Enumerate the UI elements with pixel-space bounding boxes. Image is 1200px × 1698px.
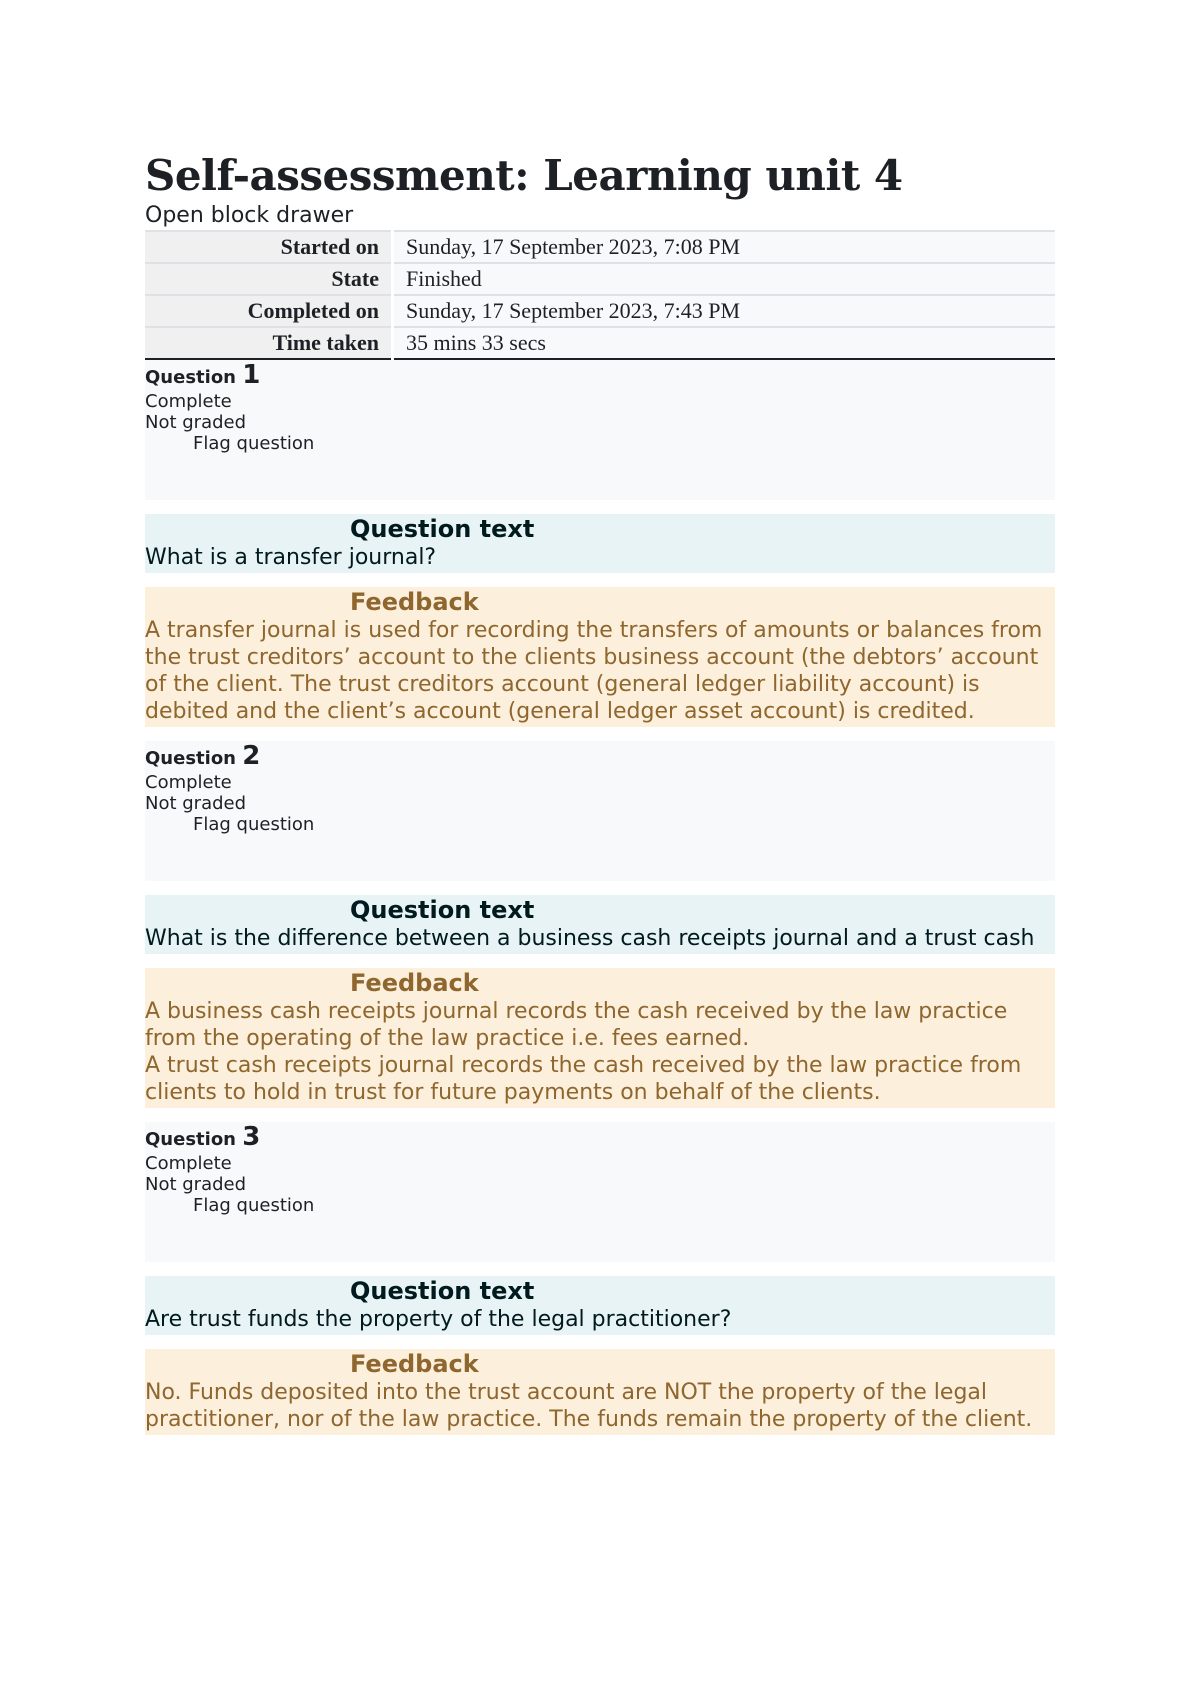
- attempt-summary: [145, 230, 1200, 360]
- summary-row-time-taken: [145, 327, 1055, 359]
- question-3: [145, 1122, 1055, 1435]
- question-state: Complete: [145, 772, 232, 793]
- question-2: [145, 741, 1055, 1108]
- page-title: Self-assessment: Learning unit 4: [145, 151, 903, 200]
- question-info: [145, 1122, 1055, 1262]
- quiz-review-page: [145, 150, 1200, 1449]
- summary-label: Time taken: [145, 327, 393, 359]
- open-block-drawer-link[interactable]: Open block drawer: [145, 203, 354, 228]
- attempt-summary-table: [145, 230, 1055, 360]
- question-text-box: [145, 1276, 1055, 1335]
- question-text-box: [145, 895, 1055, 954]
- summary-row-completed: [145, 295, 1055, 327]
- question-text-box: [145, 514, 1055, 573]
- question-label: Question: [145, 1129, 236, 1150]
- question-label: Question: [145, 748, 236, 769]
- flag-question-link[interactable]: Flag question: [193, 433, 315, 454]
- feedback-heading: Feedback: [350, 588, 479, 616]
- feedback-paragraph: A business cash receipts journal records the cash received by the law practice from the operating of the law practice i.e. fees earned.: [145, 999, 1008, 1051]
- question-grade: Not graded: [145, 793, 247, 814]
- summary-label: State: [145, 263, 393, 295]
- feedback-paragraph: No. Funds deposited into the trust account are NOT the property of the legal practitioner, nor of the law practice. The funds remain the property of the client.: [145, 1380, 1033, 1432]
- feedback-box: [145, 587, 1055, 727]
- question-number-value: 2: [242, 741, 261, 771]
- summary-row-started: [145, 231, 1055, 263]
- summary-label: Completed on: [145, 295, 393, 327]
- question-label: Question: [145, 367, 236, 388]
- question-text-heading: Question text: [350, 1277, 535, 1305]
- question-1: [145, 360, 1055, 727]
- question-number-value: 3: [242, 1122, 261, 1152]
- question-state: Complete: [145, 1153, 232, 1174]
- feedback-text: [145, 617, 1055, 725]
- question-info: [145, 360, 1055, 500]
- feedback-box: [145, 968, 1055, 1108]
- feedback-paragraph: A transfer journal is used for recording the transfers of amounts or balances from the trust creditors’ account to the clients business account (the debtors’ account of the client. The trust creditors account (general ledger liability account) is debited and the client’s account (general ledger asset account) is credited.: [145, 618, 1043, 724]
- summary-row-state: [145, 263, 1055, 295]
- flag-question-link[interactable]: Flag question: [193, 814, 315, 835]
- question-text-heading: Question text: [350, 515, 535, 543]
- flag-question-link[interactable]: Flag question: [193, 1195, 315, 1216]
- question-number: [145, 743, 1055, 772]
- summary-value: Finished: [393, 263, 1056, 295]
- feedback-text: [145, 1379, 1055, 1433]
- summary-value: 35 mins 33 secs: [393, 327, 1056, 359]
- question-text: Are trust funds the property of the legal practitioner?: [145, 1307, 732, 1332]
- question-text: What is the difference between a business cash receipts journal and a trust cash: [145, 926, 1035, 951]
- feedback-heading: Feedback: [350, 1350, 479, 1378]
- question-grade: Not graded: [145, 1174, 247, 1195]
- question-info: [145, 741, 1055, 881]
- feedback-box: [145, 1349, 1055, 1435]
- question-number-value: 1: [242, 360, 261, 390]
- question-grade: Not graded: [145, 412, 247, 433]
- summary-value: Sunday, 17 September 2023, 7:43 PM: [393, 295, 1056, 327]
- question-state: Complete: [145, 391, 232, 412]
- feedback-text: [145, 998, 1055, 1106]
- question-number: [145, 1124, 1055, 1153]
- feedback-paragraph: A trust cash receipts journal records the cash received by the law practice from clients to hold in trust for future payments on behalf of the clients.: [145, 1053, 1022, 1105]
- summary-label: Started on: [145, 231, 393, 263]
- question-number: [145, 362, 1055, 391]
- question-text: What is a transfer journal?: [145, 545, 437, 570]
- feedback-heading: Feedback: [350, 969, 479, 997]
- question-text-heading: Question text: [350, 896, 535, 924]
- summary-value: Sunday, 17 September 2023, 7:08 PM: [393, 231, 1056, 263]
